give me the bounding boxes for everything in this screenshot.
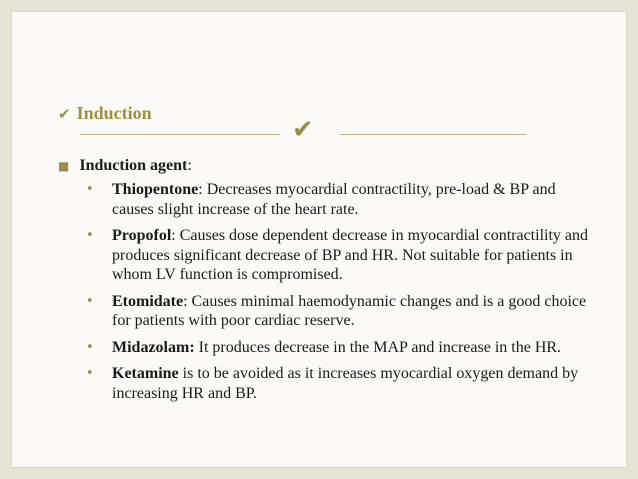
list-item <box>86 364 596 403</box>
agent-name: Midazolam: <box>112 338 195 356</box>
square-bullet-icon: ■ <box>58 159 70 173</box>
agent-name: Ketamine <box>112 365 179 382</box>
bullet-dot-icon: • <box>86 228 94 243</box>
divider-right <box>340 134 526 135</box>
bullet-dot-icon: • <box>86 339 94 355</box>
agent-description: : Decreases myocardial contractility, pre-load & BP and causes slight increase of the heart rate. <box>112 181 556 218</box>
bullet-dot-icon: • <box>86 366 94 381</box>
agent-name: Propofol <box>112 227 172 244</box>
list-item <box>86 292 596 331</box>
divider-left <box>80 134 280 135</box>
heading-title: Induction <box>76 103 152 123</box>
arrow-bullet-icon: ✔︎ <box>292 115 314 145</box>
agent-description: : Causes dose dependent decrease in myocardial contractility and produces significant decrease of BP and HR. Not suitable for patients in whom LV function is compromised. <box>112 227 588 283</box>
agent-description: It produces decrease in the MAP and increase in the HR. <box>194 338 562 356</box>
list-item <box>86 180 596 219</box>
section-heading <box>58 157 192 175</box>
agent-name: Etomidate <box>112 292 184 310</box>
section-label: Induction agent <box>79 157 188 174</box>
agent-description: is to be avoided as it increases myocardial oxygen demand by increasing HR and BP. <box>112 365 579 402</box>
list-item <box>86 226 596 285</box>
arrow-bullet-icon: ✔︎ <box>58 104 71 123</box>
slide-heading <box>58 103 152 124</box>
agent-description: : Causes minimal haemodynamic changes and is a good choice for patients with poor cardiac reserve. <box>112 292 587 329</box>
list-item <box>86 338 596 358</box>
agent-name: Thiopentone <box>112 181 199 198</box>
bullet-dot-icon: • <box>86 293 94 309</box>
bullet-dot-icon: • <box>86 182 94 197</box>
agent-list <box>86 180 596 410</box>
section-suffix: : <box>187 157 192 174</box>
